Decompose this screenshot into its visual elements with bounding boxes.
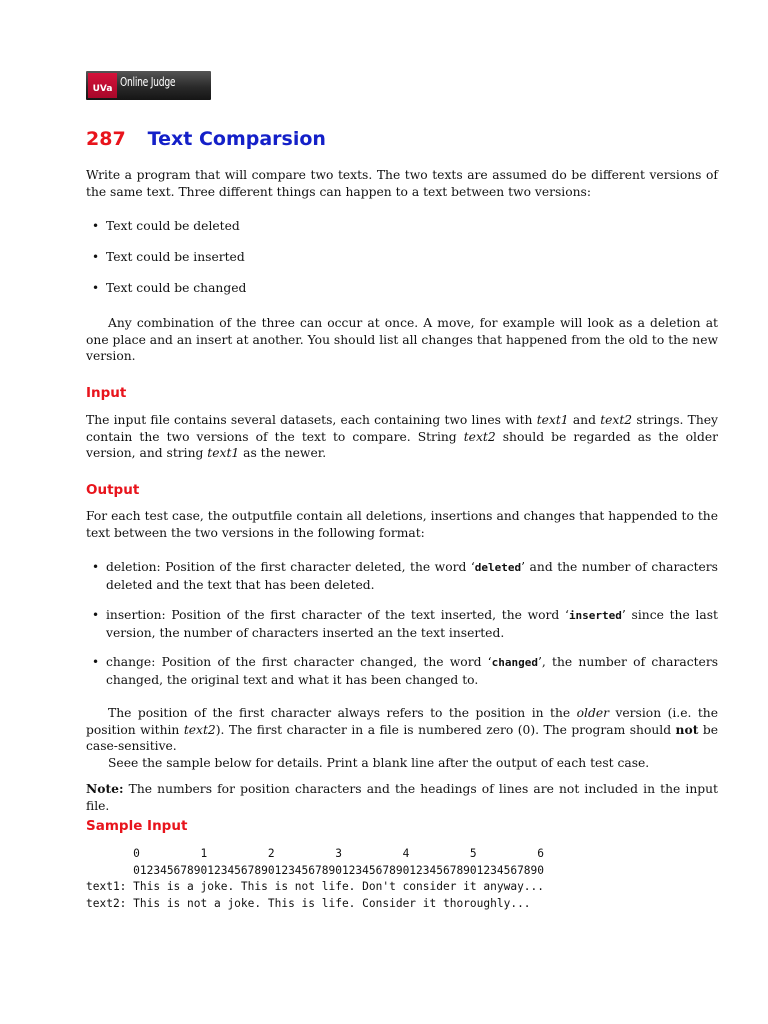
problem-title bbox=[86, 128, 326, 150]
sample-input-heading: Sample Input bbox=[86, 818, 188, 834]
position-paragraph: The position of the first character always refers to the position in the older version (i.e. the position within text2). The first character in a file is numbered zero (0). The program should not be case-sensitive. bbox=[86, 706, 718, 753]
intro-paragraph: Write a program that will compare two texts. The two texts are assumed do be different versions of the same text. Three different things can happen to a text between two versions: bbox=[86, 168, 718, 199]
list-item: • Text could be changed bbox=[106, 280, 718, 297]
output-heading: Output bbox=[86, 482, 140, 498]
input-heading: Input bbox=[86, 385, 127, 401]
problem-number: 287 bbox=[86, 128, 126, 150]
note-paragraph: Note: The numbers for position characters and the headings of lines are not included in the input file. bbox=[86, 781, 718, 813]
logo-text: Online Judge bbox=[120, 75, 176, 89]
combination-paragraph: Any combination of the three can occur at once. A move, for example will look as a deletion at one place and an insert at another. You should list all changes that happened from the old to the new version. bbox=[86, 316, 718, 363]
list-item: • Text could be deleted bbox=[106, 218, 718, 235]
list-item: • insertion: Position of the first character of the text inserted, the word ‘inserted’ since the last version, the number of characters inserted an the text inserted. bbox=[106, 607, 718, 641]
output-intro: For each test case, the outputfile contain all deletions, insertions and changes that happended to the text between the two versions in the following format: bbox=[86, 509, 718, 540]
see-sample-paragraph: Seee the sample below for details. Print a blank line after the output of each test case. bbox=[108, 756, 650, 770]
uva-online-judge-logo[interactable] bbox=[86, 71, 211, 100]
input-paragraph: The input file contains several datasets, each containing two lines with text1 and text2 strings. They contain the two versions of the text to compare. String text2 should be regarded as the older version, and string text1 as the newer. bbox=[86, 413, 718, 460]
list-item: • Text could be inserted bbox=[106, 249, 718, 266]
problem-name: Text Comparsion bbox=[147, 128, 326, 150]
sample-input-code: 0 1 2 3 4 5 6 0123456789012345678901234567890123456789012345678901234567890 text1: This is a joke. This is not life. Don't consider it anyway... text2: This is not a joke. This is life. Consider it thoroughly... bbox=[86, 847, 545, 910]
list-item: • deletion: Position of the first character deleted, the word ‘deleted’ and the number of characters deleted and the text that has been deleted. bbox=[106, 559, 718, 593]
list-item: • change: Position of the first character changed, the word ‘changed’, the number of characters changed, the original text and what it has been changed to. bbox=[106, 654, 718, 688]
uva-badge: UVa bbox=[88, 73, 117, 98]
